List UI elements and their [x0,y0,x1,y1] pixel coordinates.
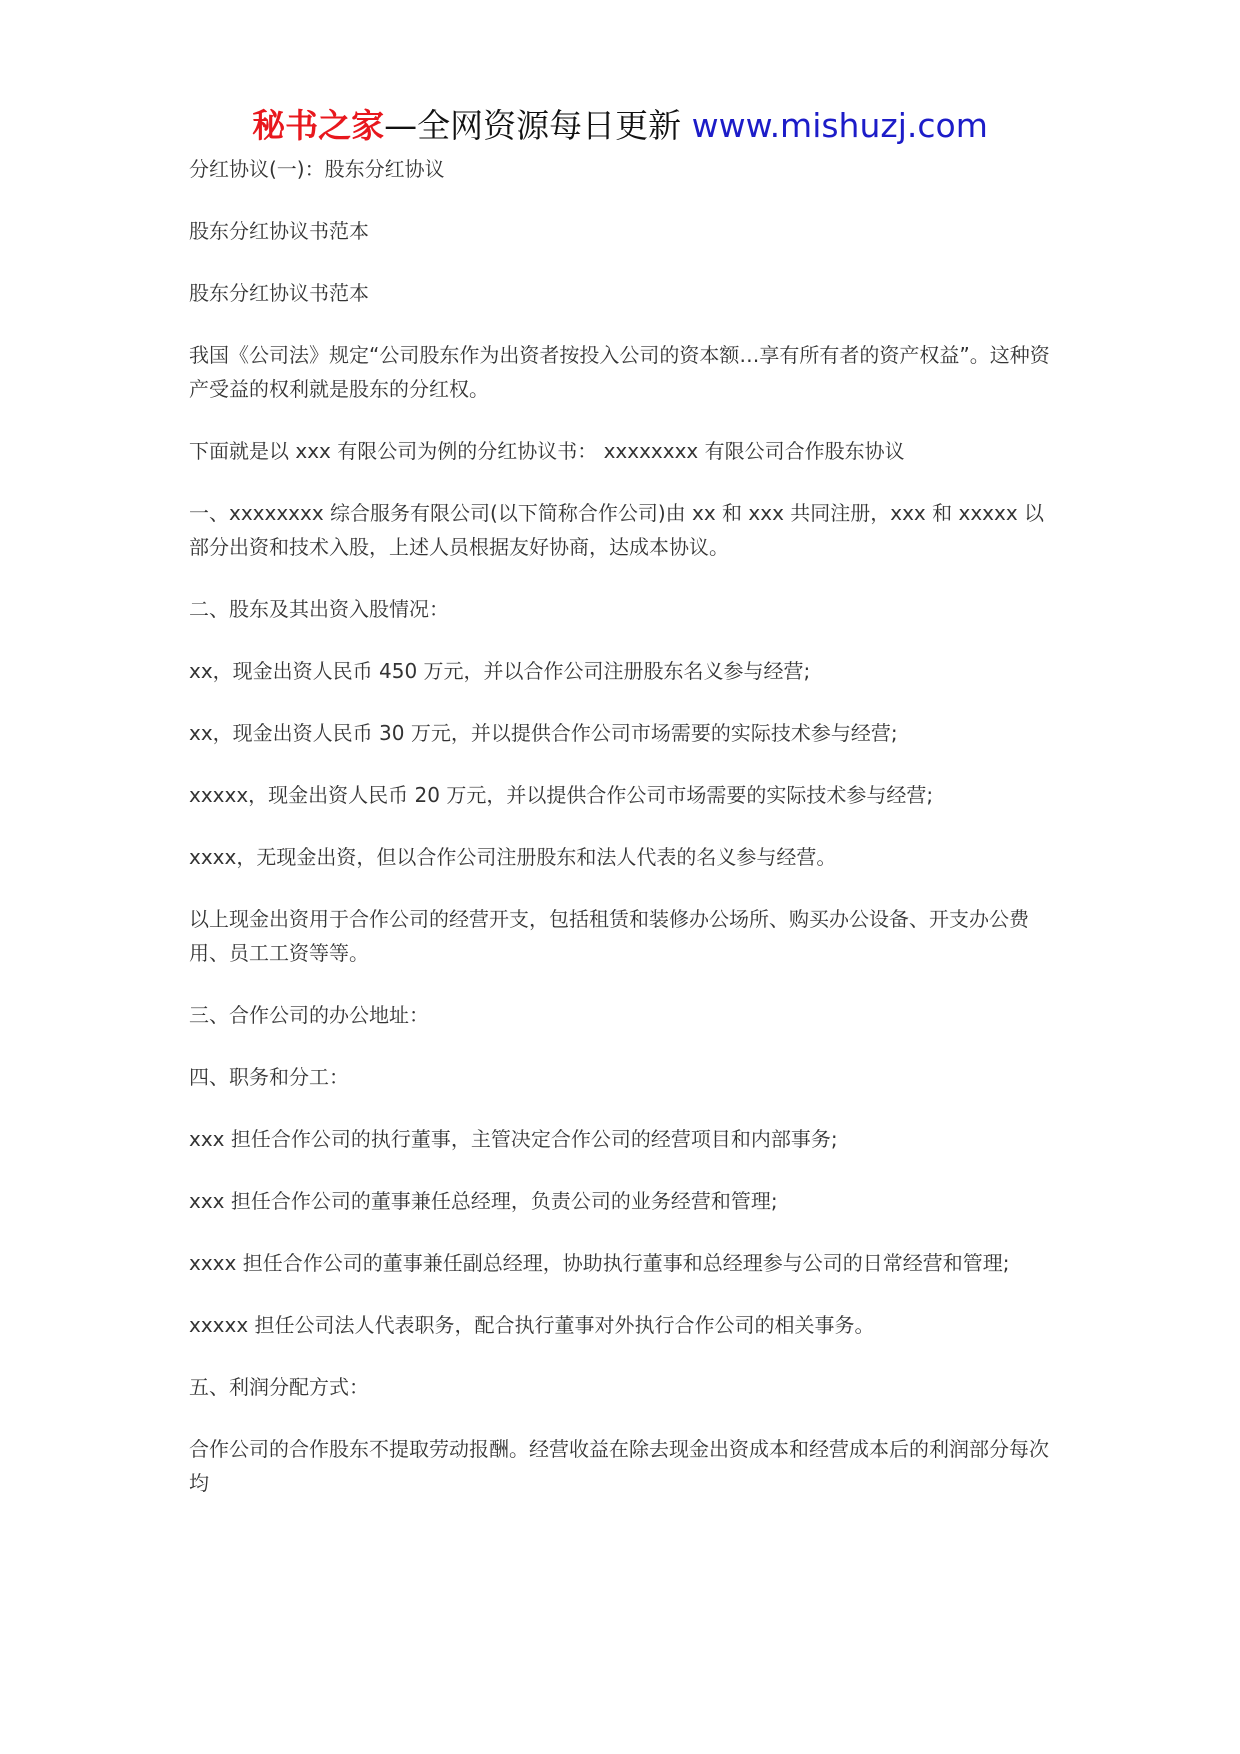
section-heading: 股东分红协议书范本 [189,281,369,305]
body-paragraph: 我国《公司法》规定“公司股东作为出资者按投入公司的资本额…享有所有者的资产权益”。这种资产受益的权利就是股东的分红权。 [189,343,1050,401]
section-heading: 股东分红协议书范本 [189,219,369,243]
body-paragraph: xxxx 担任合作公司的董事兼任副总经理，协助执行董事和总经理参与公司的日常经营和管理; [189,1251,1010,1275]
body-paragraph: xx，现金出资人民币 30 万元，并以提供合作公司市场需要的实际技术参与经营; [189,721,898,745]
brand-name: 秘书之家 [252,106,385,145]
section-heading: 四、职务和分工： [189,1065,349,1089]
body-paragraph: 下面就是以 xxx 有限公司为例的分红协议书： xxxxxxxx 有限公司合作股东协议 [189,439,905,463]
body-paragraph: xxxx，无现金出资，但以合作公司注册股东和法人代表的名义参与经营。 [189,845,837,869]
body-paragraph: 一、xxxxxxxx 综合服务有限公司(以下简称合作公司)由 xx 和 xxx 共同注册，xxx 和 xxxxx 以部分出资和技术入股，上述人员根据友好协商，达成本协议。 [189,501,1045,559]
body-paragraph: 合作公司的合作股东不提取劳动报酬。经营收益在除去现金出资成本和经营成本后的利润部分每次均 [189,1437,1049,1495]
section-heading: 五、利润分配方式： [189,1375,369,1399]
header-slogan: —全网资源每日更新 [384,106,682,145]
site-url-link[interactable]: www.mishuzj.com [691,106,988,145]
body-paragraph: xx，现金出资人民币 450 万元，并以合作公司注册股东名义参与经营; [189,659,811,683]
document-body [189,152,1057,1528]
document-title: 分红协议(一)：股东分红协议 [189,157,445,181]
body-paragraph: xxxxx 担任公司法人代表职务，配合执行董事对外执行合作公司的相关事务。 [189,1313,875,1337]
section-heading: 二、股东及其出资入股情况： [189,597,449,621]
body-paragraph: 以上现金出资用于合作公司的经营开支，包括租赁和装修办公场所、购买办公设备、开支办公费用、员工工资等等。 [189,907,1029,965]
body-paragraph: xxxxx，现金出资人民币 20 万元，并以提供合作公司市场需要的实际技术参与经营; [189,783,934,807]
site-header [0,98,1240,154]
section-heading: 三、合作公司的办公地址： [189,1003,429,1027]
body-paragraph: xxx 担任合作公司的执行董事，主管决定合作公司的经营项目和内部事务; [189,1127,838,1151]
body-paragraph: xxx 担任合作公司的董事兼任总经理，负责公司的业务经营和管理; [189,1189,778,1213]
